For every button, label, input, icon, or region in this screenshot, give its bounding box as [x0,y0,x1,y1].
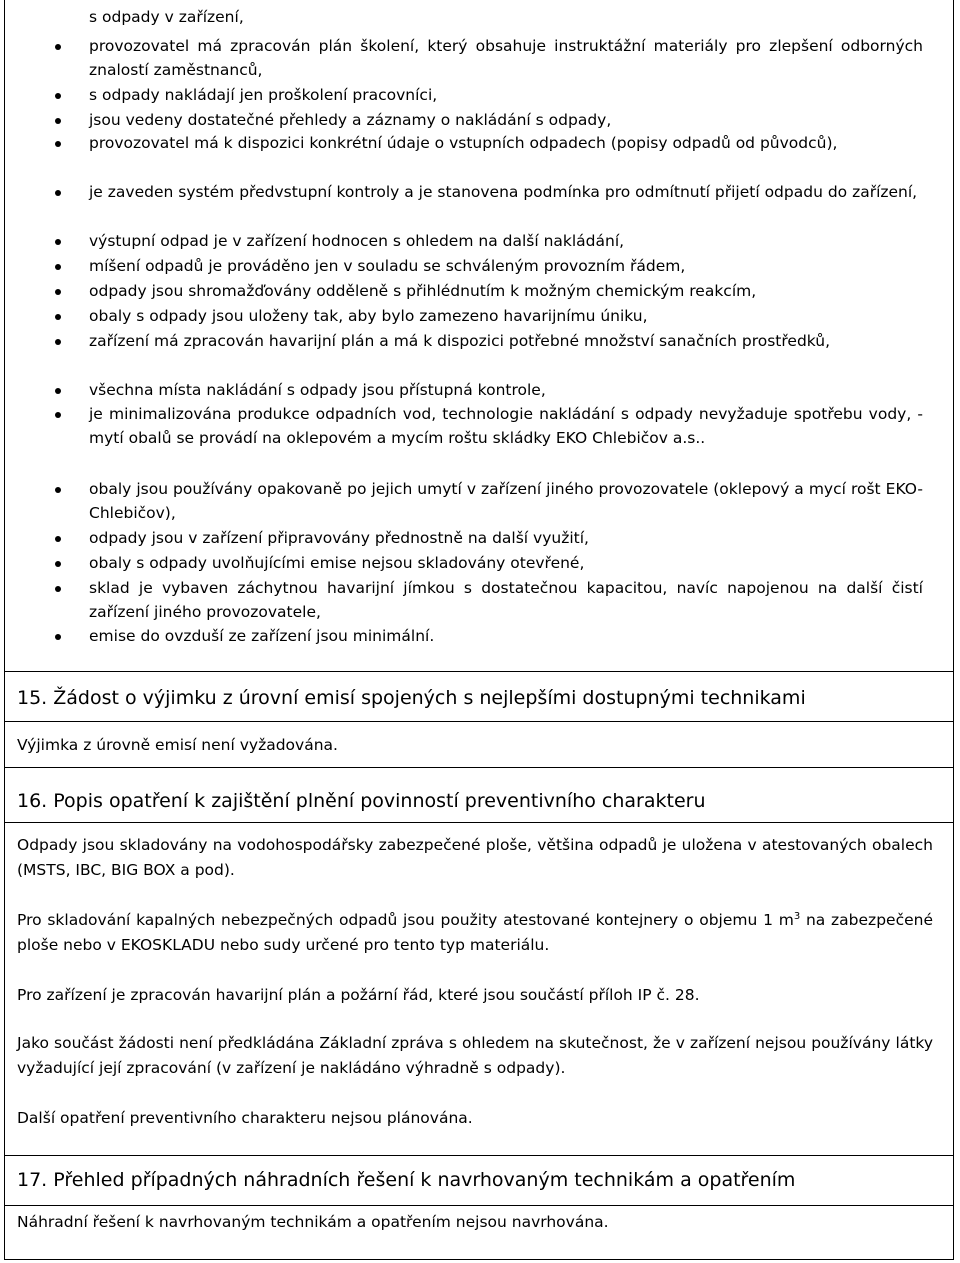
bullet-list-frame [4,0,954,672]
list-item-text: je minimalizována produkce odpadních vod, technologie nakládání s odpady nevyžaduje spotřebu vody, - mytí obalů se provádí na oklepovém a mycím roštu skládky EKO Chlebičov a.s.. [89,405,923,447]
document-page [4,0,954,1260]
bullet-icon [55,388,61,394]
section-16-paragraph-2 [17,908,933,957]
section-17-heading: 17. Přehled případných náhradních řešení k navrhovaným technikám a opatřením [17,1169,796,1191]
bullet-icon [55,487,61,493]
bullet-icon [55,314,61,320]
bullet-icon [55,190,61,196]
section-16-paragraph-5: Další opatření preventivního charakteru nejsou plánována. [17,1109,473,1127]
list-item-text: všechna místa nakládání s odpady jsou přístupná kontrole, [89,381,546,399]
section-15-heading: 15. Žádost o výjimku z úrovní emisí spojených s nejlepšími dostupnými technikami [17,687,806,709]
section-17-heading-cell [4,1156,954,1206]
bullet-icon [55,264,61,270]
list-item-text: zařízení má zpracován havarijní plán a má k dispozici potřebné množství sanačních prostředků, [89,332,831,350]
list-item-text: provozovatel má zpracován plán školení, který obsahuje instruktážní materiály pro zlepšení odborných znalostí zaměstnanců, [89,37,923,79]
section-16-paragraph-1: Odpady jsou skladovány na vodohospodářsky zabezpečené ploše, většina odpadů je uložena v atestovaných obalech (MSTS, IBC, BIG BOX a pod). [17,836,933,879]
list-item-text: odpady jsou shromažďovány odděleně s přihlédnutím k možným chemickým reakcím, [89,282,757,300]
section-16-heading: 16. Popis opatření k zajištění plnění povinností preventivního charakteru [17,790,706,812]
list-item-text: odpady jsou v zařízení připravovány přednostně na další využití, [89,529,589,547]
list-item-text: jsou vedeny dostatečné přehledy a záznamy o nakládání s odpady, [89,111,612,129]
section-16-heading-cell [4,768,954,823]
list-item-text: provozovatel má k dispozici konkrétní údaje o vstupních odpadech (popisy odpadů od původců), [89,134,838,152]
lead-line: s odpady v zařízení, [89,8,244,26]
paragraph-2-text-start: Pro skladování kapalných nebezpečných odpadů jsou použity atestované kontejnery o objemu 1 m [17,911,794,929]
list-item-text: sklad je vybaven záchytnou havarijní jímkou s dostatečnou kapacitou, navíc napojenou na další čistí zařízení jiného provozovatele, [89,579,923,621]
list-item-text: míšení odpadů je prováděno jen v souladu se schváleným provozním řádem, [89,257,686,275]
list-item-text: obaly s odpady jsou uloženy tak, aby bylo zamezeno havarijnímu úniku, [89,307,648,325]
section-15-heading-cell [4,672,954,722]
paragraph-2-superscript: 3 [793,910,801,922]
bullet-icon [55,93,61,99]
list-item-text: obaly s odpady uvolňujícími emise nejsou skladovány otevřené, [89,554,585,572]
section-16-body-cell [4,823,954,1156]
bullet-icon [55,44,61,50]
bullet-icon [55,412,61,418]
section-17-body-cell [4,1206,954,1260]
section-16-paragraph-4: Jako součást žádosti není předkládána Základní zpráva s ohledem na skutečnost, že v zařízení nejsou používány látky vyžadující její zpracování (v zařízení je nakládáno výhradně s odpady). [17,1034,933,1077]
section-16-paragraph-3: Pro zařízení je zpracován havarijní plán a požární řád, které jsou součástí příloh IP č. 28. [17,986,700,1004]
section-15-text: Výjimka z úrovně emisí není vyžadována. [17,736,338,754]
bullet-icon [55,586,61,592]
list-item-text: emise do ovzduší ze zařízení jsou minimální. [89,627,435,645]
list-item-text: obaly jsou používány opakovaně po jejich umytí v zařízení jiného provozovatele (oklepový a mycí rošt EKO-Chlebičov), [89,480,923,522]
bullet-icon [55,634,61,640]
section-15-body-cell [4,722,954,768]
paragraph-2-text-end: na zabezpečené ploše nebo v EKOSKLADU nebo sudy určené pro tento typ materiálu. [17,911,933,954]
list-item-text: výstupní odpad je v zařízení hodnocen s ohledem na další nakládání, [89,232,625,250]
bullet-icon [55,289,61,295]
bullet-icon [55,536,61,542]
bullet-icon [55,141,61,147]
bullet-icon [55,118,61,124]
list-item-text: je zaveden systém předvstupní kontroly a je stanovena podmínka pro odmítnutí přijetí odpadu do zařízení, [89,183,918,201]
bullet-icon [55,239,61,245]
list-item-text: s odpady nakládají jen proškolení pracovníci, [89,86,438,104]
bullet-icon [55,339,61,345]
section-17-text: Náhradní řešení k navrhovaným technikám a opatřením nejsou navrhována. [17,1213,609,1231]
bullet-icon [55,561,61,567]
